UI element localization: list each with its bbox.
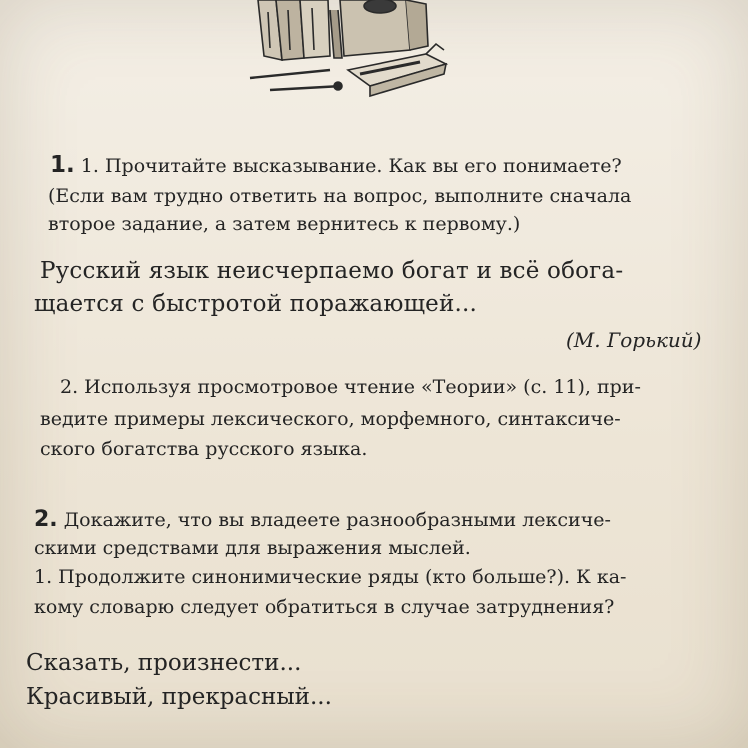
- exercise-1-subtask-line-3: ского богатства русского языка.: [40, 438, 368, 460]
- exercise-1-subtask-line-1: 2. Используя просмотровое чтение «Теории» (с. 11), при-: [60, 376, 641, 398]
- books-illustration: [230, 0, 470, 100]
- synonym-row-2: Красивый, прекрасный...: [26, 684, 332, 710]
- exercise-1-task-line-3: второе задание, а затем вернитесь к первому.): [48, 213, 521, 235]
- exercise-1-subtask-line-2: ведите примеры лексического, морфемного, синтаксиче-: [40, 408, 621, 430]
- quote-author: (М. Горький): [566, 328, 702, 352]
- exercise-1-number: 1.: [50, 152, 75, 178]
- exercise-2-intro-line-1: 2. Докажите, что вы владеете разнообразными лексиче-: [34, 507, 611, 532]
- exercise-2-intro-line-2: скими средствами для выражения мыслей.: [34, 537, 471, 559]
- synonym-row-1: Сказать, произнести...: [26, 650, 302, 676]
- exercise-2-task-line-2: кому словарю следует обратиться в случае затруднения?: [34, 596, 615, 618]
- exercise-1-task-line-1: 1. 1. Прочитайте высказывание. Как вы его понимаете?: [50, 152, 622, 178]
- bleed-through-text: [570, 10, 740, 50]
- exercise-1-task-line-2: (Если вам трудно ответить на вопрос, выполните сначала: [48, 185, 632, 207]
- quote-line-1: Русский язык неисчерпаемо богат и всё обога-: [40, 258, 624, 284]
- exercise-2-task-line-1: 1. Продолжите синонимические ряды (кто больше?). К ка-: [34, 566, 627, 588]
- quote-line-2: щается с быстротой поражающей...: [34, 291, 478, 317]
- exercise-2-number: 2.: [34, 507, 58, 532]
